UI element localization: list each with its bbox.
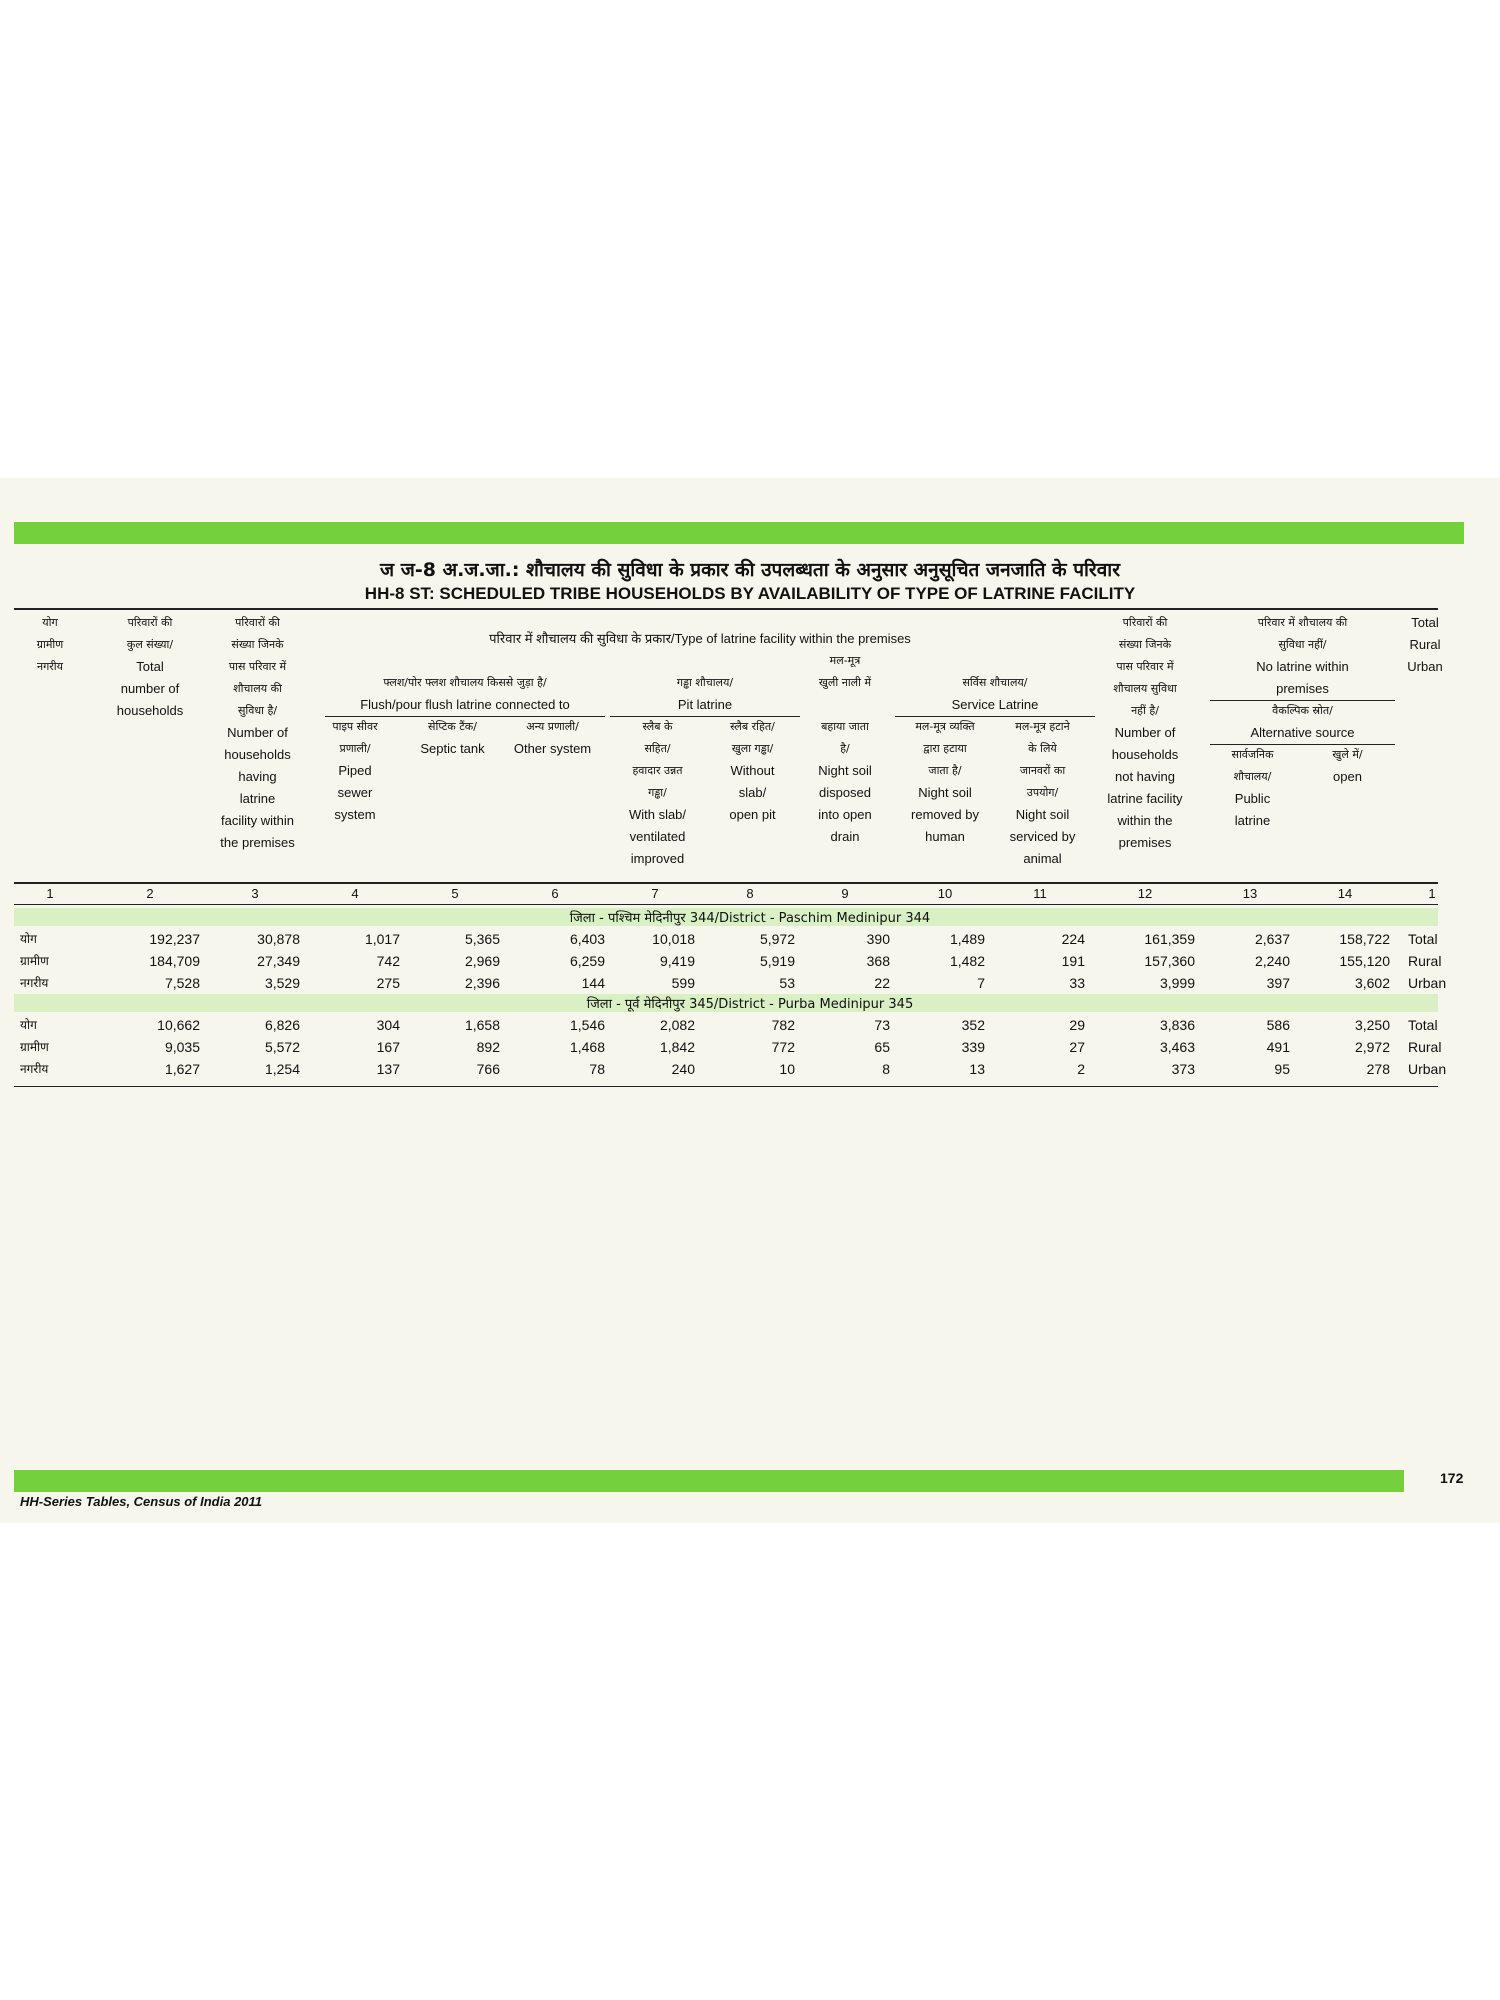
col-header-not-having-latrine — [1095, 612, 1195, 854]
col-header-without-slab — [705, 716, 800, 826]
footer-series-title: HH-Series Tables, Census of India 2011 — [20, 1494, 263, 1509]
table-cell: 167 — [376, 1039, 400, 1055]
col-header-not-having-latrine-line: शौचालय सुविधा — [1113, 682, 1177, 695]
group-header-service-line: Service Latrine — [951, 697, 1039, 712]
table-cell: 22 — [874, 975, 890, 991]
table-cell: 2,082 — [659, 1017, 695, 1033]
col-header-with-slab-line: सहित/ — [644, 742, 671, 755]
col-header-with-slab — [610, 716, 705, 870]
group-header-no-latrine-line: सुविधा नहीं/ — [1278, 638, 1327, 651]
table-cell: 782 — [771, 1017, 795, 1033]
group-underline — [325, 716, 605, 717]
group-underline — [895, 716, 1095, 717]
col-header-having-latrine-line: संख्या जिनके — [231, 638, 284, 651]
table-cell: 3,250 — [1354, 1017, 1390, 1033]
group-header-pit-line: गड्ढा शौचालय/ — [676, 676, 734, 689]
col-header-total-households-line: Total — [136, 659, 164, 674]
col-header-total-households-line: number of — [120, 681, 180, 696]
column-number: 7 — [651, 886, 659, 901]
row-label-hindi: योग — [20, 932, 37, 946]
group-underline — [1210, 700, 1395, 701]
col-header-total-rural-urban-line: Total — [1411, 615, 1439, 630]
table-cell: 191 — [1061, 953, 1085, 969]
table-cell: 339 — [961, 1039, 985, 1055]
group-header-pit-line: Pit latrine — [677, 697, 733, 712]
col-header-piped-sewer-line: Piped — [338, 763, 372, 778]
col-header-having-latrine-line: facility within — [221, 813, 294, 828]
column-number: 8 — [746, 886, 754, 901]
table-cell: 78 — [589, 1061, 605, 1077]
col-header-public-latrine-line: सार्वजनिक — [1231, 748, 1274, 761]
table-cell: 373 — [1171, 1061, 1195, 1077]
col-header-open-drain-line: disposed — [818, 785, 872, 800]
group-header-flush — [325, 672, 605, 716]
table-cell: 30,878 — [257, 931, 300, 947]
table-cell: 7 — [977, 975, 985, 991]
group-header-service — [895, 672, 1095, 716]
district-label: जिला - पूर्व मेदिनीपुर 345/District - Purba Medinipur 345 — [586, 997, 914, 1012]
col-header-open-drain-top-line: खुली नाली में — [818, 676, 872, 689]
col-header-having-latrine-line: परिवारों की — [235, 616, 280, 629]
col-header-having-latrine-line: पास परिवार में — [228, 660, 287, 673]
table-cell: 1,017 — [364, 931, 400, 947]
table-cell: 772 — [771, 1039, 795, 1055]
col-header-not-having-latrine-line: परिवारों की — [1122, 616, 1168, 629]
column-number: 5 — [451, 886, 459, 901]
col-header-open-drain-top-line: मल-मूत्र — [829, 654, 861, 667]
table-cell: 33 — [1069, 975, 1085, 991]
group-header-no-latrine-line: premises — [1276, 681, 1329, 696]
group-header-no-latrine-line: No latrine within — [1256, 659, 1349, 674]
header-top-rule — [14, 608, 1438, 610]
col-header-total-rural-urban-line: Urban — [1407, 659, 1443, 674]
col-header-removed-by-human-line: मल-मूत्र व्यक्ति — [915, 720, 975, 733]
row-label-english: Total — [1408, 931, 1438, 947]
col-header-other-system-line: Other system — [513, 741, 592, 756]
col-header-removed-by-human — [895, 716, 995, 848]
table-cell: 158,722 — [1339, 931, 1390, 947]
row-label-hindi: नगरीय — [20, 1062, 49, 1076]
table-cell: 304 — [376, 1017, 400, 1033]
table-cell: 10 — [779, 1061, 795, 1077]
table-cell: 278 — [1366, 1061, 1390, 1077]
col-header-serviced-by-animal-line: animal — [1023, 851, 1062, 866]
group-header-service-line: सर्विस शौचालय/ — [962, 676, 1028, 689]
table-cell: 892 — [476, 1039, 500, 1055]
row-label-hindi: ग्रामीण — [20, 1040, 49, 1054]
table-cell: 137 — [376, 1061, 400, 1077]
col-header-serviced-by-animal-line: मल-मूत्र हटाने — [1015, 720, 1070, 733]
col-header-serviced-by-animal-line: Night soil — [1015, 807, 1070, 822]
table-cell: 184,709 — [149, 953, 200, 969]
col-header-area — [20, 612, 80, 678]
table-cell: 1,627 — [164, 1061, 200, 1077]
col-header-with-slab-line: improved — [630, 851, 685, 866]
col-header-open-drain-line: into open — [818, 807, 872, 822]
table-cell: 53 — [779, 975, 795, 991]
col-header-public-latrine-line: शौचालय/ — [1233, 770, 1272, 783]
table-cell: 368 — [866, 953, 890, 969]
column-number: 1 — [1428, 886, 1436, 901]
table-cell: 352 — [961, 1017, 985, 1033]
col-header-open — [1300, 744, 1395, 788]
table-cell: 599 — [671, 975, 695, 991]
col-header-with-slab-line: गड्ढा/ — [648, 786, 667, 799]
col-header-not-having-latrine-line: संख्या जिनके — [1118, 638, 1172, 651]
table-cell: 3,463 — [1159, 1039, 1195, 1055]
group-header-alternative-source-line: Alternative source — [1250, 725, 1355, 740]
col-header-other-system — [500, 716, 605, 760]
group-underline — [1210, 744, 1395, 745]
column-number: 6 — [551, 886, 559, 901]
table-cell: 155,120 — [1339, 953, 1390, 969]
table-cell: 157,360 — [1144, 953, 1195, 969]
col-header-not-having-latrine-line: नहीं है/ — [1131, 704, 1159, 717]
col-header-open-drain-line: है/ — [840, 742, 850, 755]
table-cell: 73 — [874, 1017, 890, 1033]
table-cell: 29 — [1069, 1017, 1085, 1033]
col-header-area-line: ग्रामीण — [36, 638, 64, 651]
col-header-open-drain — [800, 716, 890, 848]
col-header-serviced-by-animal-line: serviced by — [1009, 829, 1076, 844]
table-cell: 1,658 — [464, 1017, 500, 1033]
table-cell: 3,836 — [1159, 1017, 1195, 1033]
table-cell: 6,259 — [569, 953, 605, 969]
col-header-not-having-latrine-line: latrine facility — [1107, 791, 1183, 806]
col-header-septic-tank-line: सेप्टिक टैंक/ — [428, 720, 477, 733]
col-header-open-drain-top — [800, 650, 890, 694]
table-cell: 224 — [1061, 931, 1085, 947]
table-row — [0, 928, 1500, 950]
col-header-not-having-latrine-line: पास परिवार में — [1116, 660, 1174, 673]
col-header-removed-by-human-line: द्वारा हटाया — [923, 742, 967, 755]
col-header-serviced-by-animal-line: के लिये — [1028, 742, 1057, 755]
col-header-public-latrine-line: Public — [1234, 791, 1271, 806]
table-row — [0, 1058, 1500, 1080]
col-header-removed-by-human-line: human — [925, 829, 965, 844]
page-number: 172 — [1440, 1470, 1464, 1486]
table-cell: 8 — [882, 1061, 890, 1077]
table-cell: 2,969 — [464, 953, 500, 969]
table-cell: 95 — [1274, 1061, 1290, 1077]
district-label: जिला - पश्चिम मेदिनीपुर 344/District - Paschim Medinipur 344 — [569, 911, 931, 926]
table-cell: 6,403 — [569, 931, 605, 947]
col-header-without-slab-line: open pit — [729, 807, 776, 822]
col-header-without-slab-line: slab/ — [738, 785, 767, 800]
col-header-open-line: खुले में/ — [1332, 748, 1363, 761]
row-label-english: Urban — [1408, 975, 1447, 991]
table-cell: 10,662 — [157, 1017, 200, 1033]
group-header-latrine-type — [320, 628, 1080, 650]
col-header-piped-sewer-line: system — [334, 807, 376, 822]
table-cell: 6,826 — [264, 1017, 300, 1033]
column-number: 1 — [46, 886, 54, 901]
col-header-public-latrine — [1205, 744, 1300, 832]
col-header-having-latrine-line: the premises — [220, 835, 295, 850]
colnum-rule — [14, 904, 1438, 905]
table-cell: 1,546 — [569, 1017, 605, 1033]
table-cell: 1,842 — [659, 1039, 695, 1055]
table-cell: 2,637 — [1254, 931, 1290, 947]
table-cell: 275 — [376, 975, 400, 991]
table-cell: 1,468 — [569, 1039, 605, 1055]
col-header-total-households-line: कुल संख्या/ — [126, 638, 174, 651]
col-header-with-slab-line: हवादार उन्नत — [632, 764, 683, 777]
column-number: 14 — [1337, 886, 1353, 901]
table-cell: 397 — [1266, 975, 1290, 991]
table-cell: 2,972 — [1354, 1039, 1390, 1055]
col-header-not-having-latrine-line: within the — [1117, 813, 1173, 828]
col-header-public-latrine-line: latrine — [1234, 813, 1271, 828]
table-cell: 3,602 — [1354, 975, 1390, 991]
col-header-piped-sewer-line: पाइप सीवर — [332, 720, 378, 733]
table-cell: 491 — [1266, 1039, 1290, 1055]
row-label-english: Urban — [1408, 1061, 1447, 1077]
table-cell: 1,482 — [949, 953, 985, 969]
col-header-removed-by-human-line: removed by — [911, 807, 979, 822]
table-row — [0, 1014, 1500, 1036]
table-cell: 192,237 — [149, 931, 200, 947]
table-row — [0, 972, 1500, 994]
group-header-flush-line: Flush/pour flush latrine connected to — [360, 697, 570, 712]
table-end-rule — [14, 1086, 1438, 1087]
col-header-septic-tank-line: Septic tank — [420, 741, 485, 756]
table-cell: 7,528 — [164, 975, 200, 991]
table-title-english: HH-8 ST: SCHEDULED TRIBE HOUSEHOLDS BY AVAILABILITY OF TYPE OF LATRINE FACILITY — [364, 584, 1136, 603]
col-header-not-having-latrine-line: households — [1111, 747, 1179, 762]
col-header-without-slab-line: Without — [730, 763, 775, 778]
column-number: 3 — [251, 886, 259, 901]
table-cell: 9,035 — [164, 1039, 200, 1055]
column-number: 4 — [351, 886, 359, 901]
row-label-hindi: योग — [20, 1018, 37, 1032]
column-number: 2 — [146, 886, 154, 901]
col-header-septic-tank — [405, 716, 500, 760]
column-number: 10 — [937, 886, 953, 901]
table-cell: 9,419 — [659, 953, 695, 969]
group-header-no-latrine-line: परिवार में शौचालय की — [1257, 616, 1348, 629]
col-header-with-slab-line: With slab/ — [628, 807, 687, 822]
col-header-open-drain-line: बहाया जाता — [821, 720, 869, 733]
table-cell: 240 — [671, 1061, 695, 1077]
column-number: 9 — [841, 886, 849, 901]
header-bottom-rule — [14, 882, 1438, 884]
table-cell: 742 — [376, 953, 400, 969]
table-row — [0, 950, 1500, 972]
col-header-area-line: योग — [42, 616, 58, 629]
col-header-having-latrine-line: having — [238, 769, 277, 784]
col-header-open-line: open — [1333, 769, 1362, 784]
table-title-hindi: ज ज-8 अ.ज.जा.: शौचालय की सुविधा के प्रकार की उपलब्धता के अनुसार अनुसूचित जनजाति के परिवार — [380, 559, 1120, 581]
table-cell: 586 — [1266, 1017, 1290, 1033]
table-cell: 5,572 — [264, 1039, 300, 1055]
group-header-latrine-type-line: परिवार में शौचालय की सुविधा के प्रकार/Type of latrine facility within the premises — [489, 631, 911, 646]
table-cell: 2 — [1077, 1061, 1085, 1077]
col-header-area-line: नगरीय — [36, 660, 64, 673]
table-cell: 161,359 — [1144, 931, 1195, 947]
col-header-having-latrine-line: latrine — [239, 791, 276, 806]
top-green-bar — [14, 522, 1464, 544]
table-cell: 390 — [866, 931, 890, 947]
table-cell: 2,396 — [464, 975, 500, 991]
col-header-piped-sewer — [310, 716, 400, 826]
table-cell: 5,972 — [759, 931, 795, 947]
table-cell: 2,240 — [1254, 953, 1290, 969]
col-header-serviced-by-animal — [995, 716, 1090, 870]
group-header-flush-line: फ्लश/पोर फ्लश शौचालय किससे जुड़ा है/ — [383, 676, 547, 689]
bottom-green-bar — [14, 1470, 1404, 1492]
row-label-hindi: नगरीय — [20, 976, 49, 990]
table-cell: 27 — [1069, 1039, 1085, 1055]
col-header-open-drain-line: Night soil — [818, 763, 872, 778]
table-cell: 5,919 — [759, 953, 795, 969]
col-header-piped-sewer-line: sewer — [337, 785, 373, 800]
col-header-having-latrine-line: Number of — [227, 725, 288, 740]
col-header-with-slab-line: स्लैब के — [642, 720, 673, 733]
group-underline — [610, 716, 800, 717]
col-header-removed-by-human-line: जाता है/ — [928, 764, 962, 777]
table-cell: 1,489 — [949, 931, 985, 947]
row-label-hindi: ग्रामीण — [20, 954, 49, 968]
col-header-having-latrine-line: शौचालय की — [233, 682, 282, 695]
col-header-total-households-line: households — [116, 703, 184, 718]
group-header-no-latrine — [1210, 612, 1395, 700]
col-header-not-having-latrine-line: Number of — [1114, 725, 1176, 740]
group-header-pit — [610, 672, 800, 716]
col-header-having-latrine-line: सुविधा है/ — [237, 704, 278, 717]
col-header-removed-by-human-line: Night soil — [918, 785, 972, 800]
col-header-other-system-line: अन्य प्रणाली/ — [526, 720, 579, 733]
table-cell: 13 — [969, 1061, 985, 1077]
table-cell: 10,018 — [652, 931, 695, 947]
column-number: 12 — [1137, 886, 1153, 901]
row-label-english: Total — [1408, 1017, 1438, 1033]
table-cell: 27,349 — [257, 953, 300, 969]
col-header-without-slab-line: खुला गड्ढा/ — [731, 742, 774, 755]
col-header-serviced-by-animal-line: उपयोग/ — [1026, 786, 1059, 799]
col-header-total-rural-urban-line: Rural — [1409, 637, 1441, 652]
table-row — [0, 1036, 1500, 1058]
col-header-total-households-line: परिवारों की — [127, 616, 173, 629]
col-header-having-latrine — [205, 612, 310, 854]
column-number: 11 — [1033, 886, 1047, 901]
table-cell: 5,365 — [464, 931, 500, 947]
col-header-total-rural-urban — [1395, 612, 1455, 678]
col-header-open-drain-line: drain — [830, 829, 860, 844]
col-header-piped-sewer-line: प्रणाली/ — [339, 742, 371, 755]
column-number: 13 — [1242, 886, 1258, 901]
table-cell: 3,999 — [1159, 975, 1195, 991]
table-cell: 1,254 — [264, 1061, 300, 1077]
col-header-having-latrine-line: households — [224, 747, 291, 762]
row-label-english: Rural — [1408, 953, 1442, 969]
col-header-not-having-latrine-line: premises — [1118, 835, 1172, 850]
table-cell: 144 — [581, 975, 605, 991]
row-label-english: Rural — [1408, 1039, 1442, 1055]
table-cell: 3,529 — [264, 975, 300, 991]
table-cell: 65 — [874, 1039, 890, 1055]
table-cell: 766 — [476, 1061, 500, 1077]
col-header-with-slab-line: ventilated — [629, 829, 686, 844]
group-header-alternative-source-line: वैकल्पिक स्रोत/ — [1272, 704, 1333, 717]
col-header-without-slab-line: स्लैब रहित/ — [730, 720, 775, 733]
col-header-total-households — [100, 612, 200, 722]
col-header-serviced-by-animal-line: जानवरों का — [1019, 764, 1066, 777]
group-header-alternative-source — [1210, 700, 1395, 744]
col-header-not-having-latrine-line: not having — [1115, 769, 1175, 784]
